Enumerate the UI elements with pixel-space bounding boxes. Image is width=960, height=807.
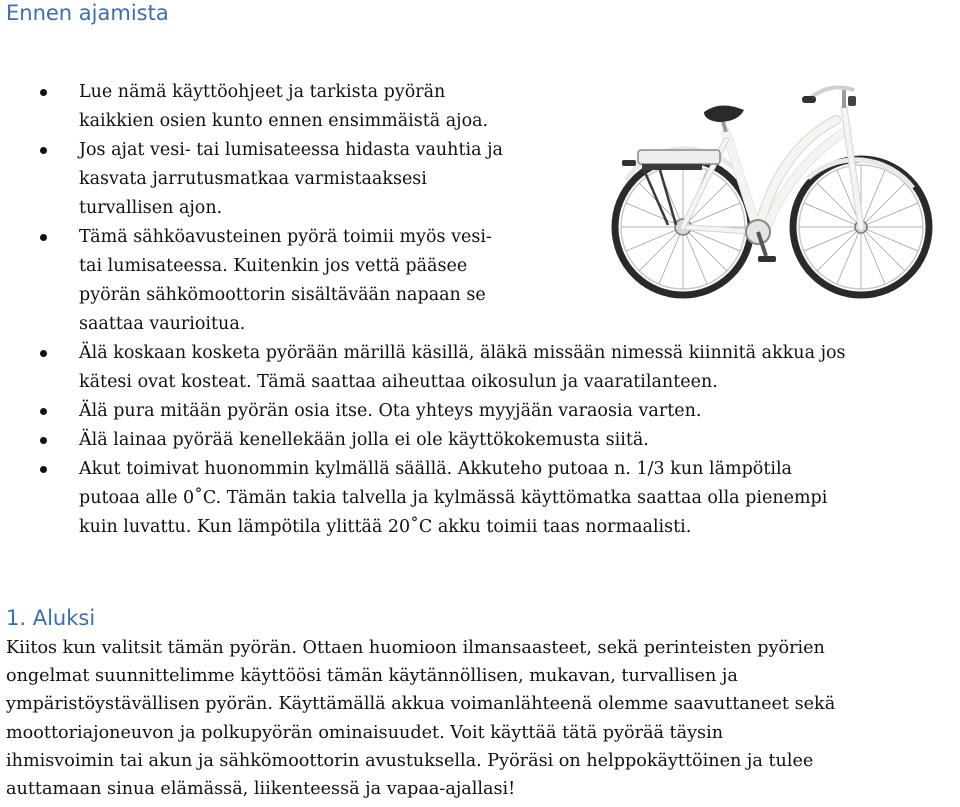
electric-bicycle-photo <box>608 60 936 300</box>
bullet-text-line: Akut toimivat huonommin kylmällä säällä. Akkuteho putoaa n. 1/3 kun lämpötila <box>79 459 792 479</box>
intro-text-line: ympäristöystävällisen pyörän. Käyttämällä akkua voimanlähteenä olemme saavuttaneet sekä <box>6 694 836 715</box>
bullet-text-line: saattaa vaurioitua. <box>79 314 246 334</box>
intro-text-line: Kiitos kun valitsit tämän pyörän. Ottaen huomioon ilmansaasteet, sekä perinteisten pyörien <box>6 638 825 658</box>
handlebar <box>802 88 856 108</box>
bullet-item <box>0 339 960 397</box>
bullet-dot-icon <box>40 89 47 96</box>
bullet-text-line: Älä pura mitään pyörän osia itse. Ota yhteys myyjään varaosia varten. <box>79 401 702 421</box>
bullet-dot-icon <box>40 147 47 154</box>
bullet-text-line: turvallisen ajon. <box>79 198 223 218</box>
bullet-text-line: kätesi ovat kosteat. Tämä saattaa aiheuttaa oikosulun ja vaaratilanteen. <box>79 372 718 392</box>
bullet-text-line: Jos ajat vesi- tai lumisateessa hidasta vauhtia ja <box>79 140 503 160</box>
bullet-text-line: kaikkien osien kunto ennen ensimmäistä ajoa. <box>79 111 489 131</box>
bullet-dot-icon <box>40 437 47 444</box>
bullet-text-line: putoaa alle 0˚C. Tämän takia talvella ja kylmässä käyttömatka saattaa olla pienempi <box>79 488 828 508</box>
bullet-text-line: Tämä sähköavusteinen pyörä toimii myös vesi- <box>79 227 492 247</box>
bullet-dot-icon <box>40 408 47 415</box>
saddle <box>704 105 744 132</box>
intro-text-line: ongelmat suunnittelimme käyttöösi tämän käytännöllisen, mukavan, turvallisen ja <box>6 666 738 687</box>
bullet-text-line: pyörän sähkömoottorin sisältävään napaan se <box>79 285 486 305</box>
bullet-dot-icon <box>40 234 47 241</box>
bullet-dot-icon <box>40 466 47 473</box>
section-heading-before-riding: Ennen ajamista <box>6 1 169 25</box>
bullet-item <box>0 426 960 455</box>
bullet-dot-icon <box>40 350 47 357</box>
intro-text-line: auttamaan sinua elämässä, liikenteessä ja vapaa-ajallasi! <box>6 779 516 800</box>
bullet-text-line: Älä koskaan kosketa pyörään märillä käsillä, äläkä missään nimessä kiinnitä akkua jos <box>79 343 846 363</box>
intro-text-line: ihmisvoimin tai akun ja sähkömoottorin avustuksella. Pyöräsi on helppokäyttöinen ja tulee <box>6 750 814 771</box>
intro-paragraph <box>6 634 960 803</box>
bike-frame <box>683 108 861 232</box>
bullet-text-line: tai lumisateessa. Kuitenkin jos vettä pääsee <box>79 256 468 276</box>
bullet-item <box>0 397 960 426</box>
bullet-text-line: kasvata jarrutusmatkaa varmistaaksesi <box>79 169 427 189</box>
bullet-text-line: kuin luvattu. Kun lämpötila ylittää 20˚C akku toimii taas normaalisti. <box>79 517 692 537</box>
bullet-text-line: Lue nämä käyttöohjeet ja tarkista pyörän <box>79 82 446 102</box>
bullet-item <box>0 455 960 542</box>
bullet-text-line: Älä lainaa pyörää kenellekään jolla ei ole käyttökokemusta siitä. <box>79 430 649 450</box>
intro-text-line: moottoriajoneuvon ja polkupyörän ominaisuudet. Voit käyttää tätä pyörää täysin <box>6 722 724 743</box>
section-heading-intro: 1. Aluksi <box>6 606 96 630</box>
